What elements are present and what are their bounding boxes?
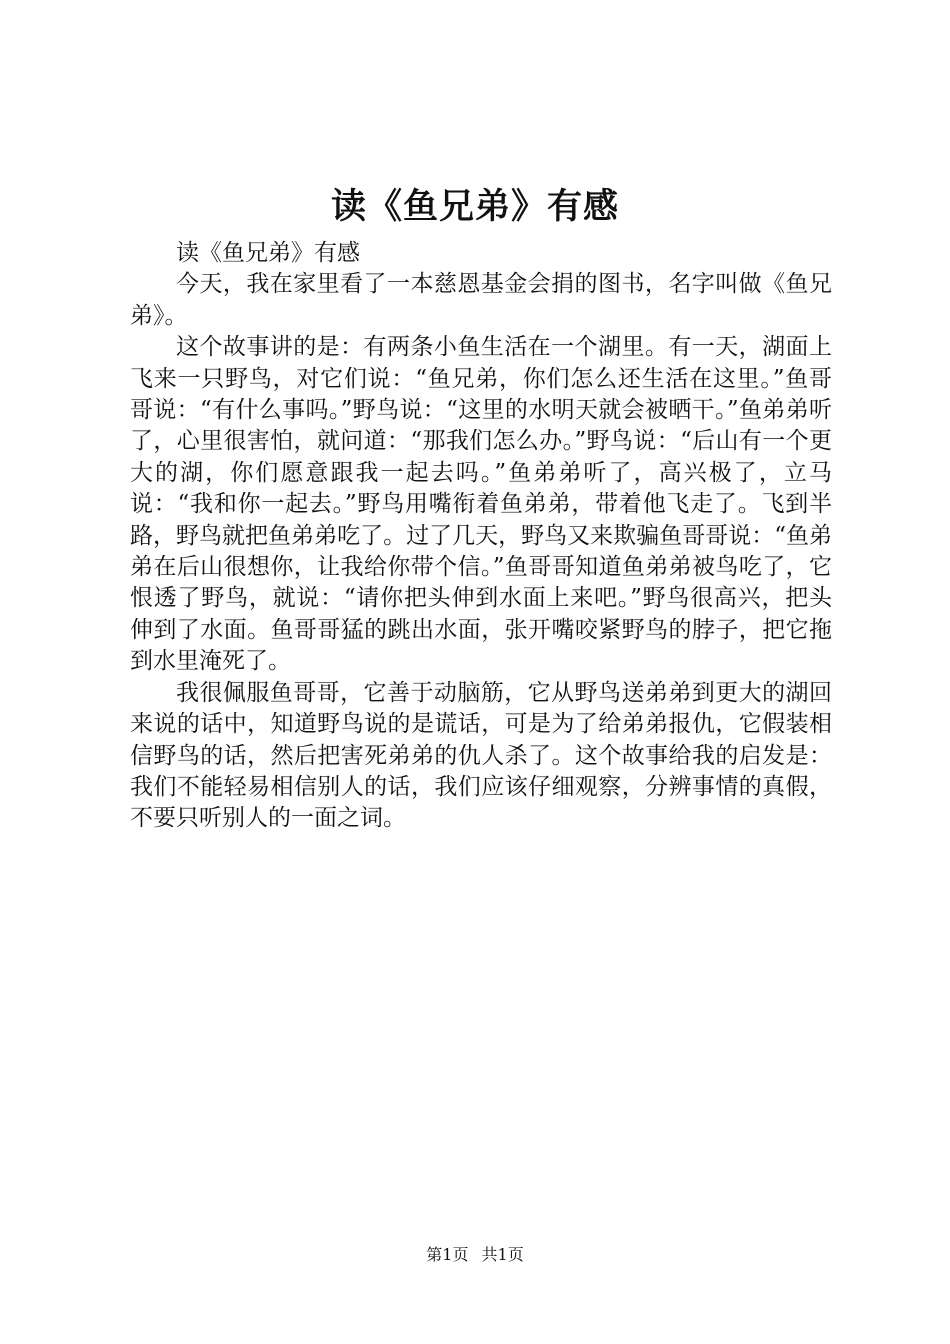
page-footer: [0, 1244, 950, 1266]
document-title: 读《鱼兄弟》有感: [330, 186, 619, 227]
paragraph-reflection: 我很佩服鱼哥哥，它善于动脑筋，它从野鸟送弟弟到更大的湖回来说的话中，知道野鸟说的是谎话，可是为了给弟弟报仇，它假装相信野鸟的话，然后把害死弟弟的仇人杀了。这个故事给我的启发是：我们不能轻易相信别人的话，我们应该仔细观察，分辨事情的真假，不要只听别人的一面之词。: [130, 679, 832, 832]
page-number: 第1页: [426, 1245, 469, 1264]
paragraph-story: 这个故事讲的是：有两条小鱼生活在一个湖里。有一天，湖面上飞来一只野鸟，对它们说：“鱼兄弟，你们怎么还生活在这里。”鱼哥哥说：“有什么事吗。”野鸟说：“这里的水明天就会被晒干。”鱼弟弟听了，心里很害怕，就问道：“那我们怎么办。”野鸟说：“后山有一个更大的湖，你们愿意跟我一起去吗。”鱼弟弟听了，高兴极了，立马说：“我和你一起去。”野鸟用嘴衔着鱼弟弟，带着他飞走了。飞到半路，野鸟就把鱼弟弟吃了。过了几天，野鸟又来欺骗鱼哥哥说：“鱼弟弟在后山很想你，让我给你带个信。”鱼哥哥知道鱼弟弟被鸟吃了，它恨透了野鸟，就说：“请你把头伸到水面上来吧。”野鸟很高兴，把头伸到了水面。鱼哥哥猛的跳出水面，张开嘴咬紧野鸟的脖子，把它拖到水里淹死了。: [130, 334, 832, 675]
paragraph-subtitle: 读《鱼兄弟》有感: [176, 240, 360, 266]
page-total: 共1页: [481, 1245, 524, 1264]
paragraph-intro: 今天，我在家里看了一本慈恩基金会捐的图书，名字叫做《鱼兄弟》。: [130, 271, 832, 329]
document-body: [130, 238, 832, 835]
